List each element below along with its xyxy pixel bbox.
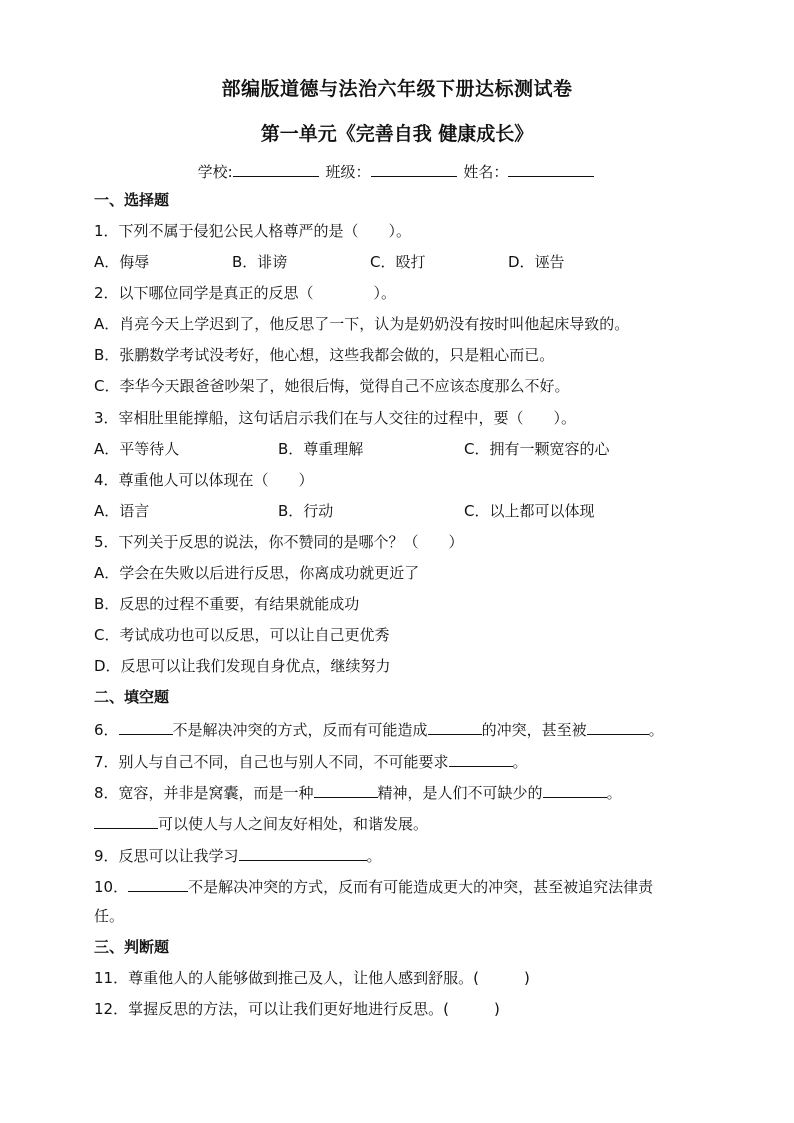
q5-option-c[interactable]: C．考试成功也可以反思，可以让自己更优秀 — [94, 626, 390, 644]
name-blank[interactable] — [508, 160, 594, 177]
q8-text-cont — [94, 813, 428, 833]
q5-option-d[interactable]: D．反思可以让我们发现自身优点，继续努力 — [94, 657, 391, 675]
q10-text — [94, 876, 653, 896]
class-blank[interactable] — [371, 160, 457, 177]
q8-blank-2[interactable] — [543, 782, 607, 798]
q7-part: 。 — [512, 753, 528, 771]
school-label: 学校: — [197, 163, 233, 181]
exam-title: 部编版道德与法治六年级下册达标测试卷 — [221, 78, 573, 100]
unit-title: 第一单元《完善自我 健康成长》 — [260, 123, 534, 145]
class-label: 班级： — [325, 163, 371, 181]
q7-blank-1[interactable] — [449, 751, 513, 767]
name-label: 姓名： — [463, 163, 509, 181]
q1-option-d[interactable]: D．诬告 — [508, 253, 565, 271]
q4-option-a[interactable]: A．语言 — [94, 502, 150, 520]
q7-part: 7．别人与自己不同，自己也与别人不同，不可能要求 — [94, 753, 449, 771]
q4-stem: 4．尊重他人可以体现在（ ） — [94, 471, 314, 489]
section-judge-heading: 三、判断题 — [94, 938, 170, 956]
q6-part: 的冲突，甚至被 — [481, 721, 587, 739]
q1-option-b[interactable]: B．诽谤 — [232, 253, 288, 271]
q5-stem: 5．下列关于反思的说法，你不赞同的是哪个？（ ） — [94, 533, 464, 551]
q8-text — [94, 782, 622, 802]
q12-text[interactable]: 12．掌握反思的方法，可以让我们更好地进行反思。( ) — [94, 1000, 500, 1018]
q6-blank-2[interactable] — [428, 719, 482, 735]
q8-blank-3[interactable] — [94, 813, 158, 829]
q8-part: 。 — [606, 784, 622, 802]
q3-option-a[interactable]: A．平等待人 — [94, 440, 180, 458]
q4-option-c[interactable]: C．以上都可以体现 — [464, 502, 595, 520]
q4-option-b[interactable]: B．行动 — [278, 502, 334, 520]
q5-option-a[interactable]: A．学会在失败以后进行反思，你离成功就更近了 — [94, 564, 420, 582]
section-fill-heading: 二、填空题 — [94, 688, 170, 706]
q7-text — [94, 751, 528, 771]
q10-blank-1[interactable] — [128, 876, 188, 892]
q8-blank-1[interactable] — [314, 782, 378, 798]
q2-option-b[interactable]: B．张鹏数学考试没考好，他心想，这些我都会做的，只是粗心而已。 — [94, 346, 555, 364]
q5-option-b[interactable]: B．反思的过程不重要，有结果就能成功 — [94, 595, 360, 613]
q6-part: 6． — [94, 721, 119, 739]
q8-part: 精神，是人们不可缺少的 — [377, 784, 543, 802]
q3-options — [94, 440, 609, 458]
q6-part: 。 — [648, 721, 664, 739]
q6-blank-3[interactable] — [587, 719, 649, 735]
q10-part: 10． — [94, 878, 129, 896]
q10-part: 不是解决冲突的方式，反而有可能造成更大的冲突，甚至被追究法律责 — [188, 878, 654, 896]
q6-text — [94, 719, 664, 739]
q2-option-a[interactable]: A．肖亮今天上学迟到了，他反思了一下，认为是奶奶没有按时叫他起床导致的。 — [94, 315, 630, 333]
q3-option-b[interactable]: B．尊重理解 — [278, 440, 364, 458]
student-info-row — [0, 160, 794, 182]
q4-options — [94, 502, 594, 520]
q2-stem: 2．以下哪位同学是真正的反思（ ）。 — [94, 284, 397, 302]
q6-part: 不是解决冲突的方式，反而有可能造成 — [172, 721, 428, 739]
q9-part: 。 — [366, 847, 382, 865]
q11-text[interactable]: 11．尊重他人的人能够做到推己及人，让他人感到舒服。( ) — [94, 969, 530, 987]
q1-option-a[interactable]: A．侮辱 — [94, 253, 150, 271]
section-choice-heading: 一、选择题 — [94, 191, 170, 209]
q8-part: 可以使人与人之间友好相处，和谐发展。 — [158, 815, 429, 833]
q8-part: 8．宽容，并非是窝囊，而是一种 — [94, 784, 314, 802]
q10-text-cont: 任。 — [94, 907, 125, 925]
q2-option-c[interactable]: C．李华今天跟爸爸吵架了，她很后悔，觉得自己不应该态度那么不好。 — [94, 377, 570, 395]
q3-stem: 3．宰相肚里能撑船，这句话启示我们在与人交往的过程中，要（ ）。 — [94, 409, 577, 427]
q3-option-c[interactable]: C．拥有一颗宽容的心 — [464, 440, 610, 458]
q1-stem: 1．下列不属于侵犯公民人格尊严的是（ ）。 — [94, 222, 412, 240]
q9-part: 9．反思可以让我学习 — [94, 847, 239, 865]
q1-options — [94, 253, 565, 271]
school-blank[interactable] — [233, 160, 319, 177]
q9-text — [94, 845, 382, 865]
q1-option-c[interactable]: C．殴打 — [370, 253, 426, 271]
q9-blank-1[interactable] — [239, 845, 367, 861]
q6-blank-1[interactable] — [119, 719, 173, 735]
